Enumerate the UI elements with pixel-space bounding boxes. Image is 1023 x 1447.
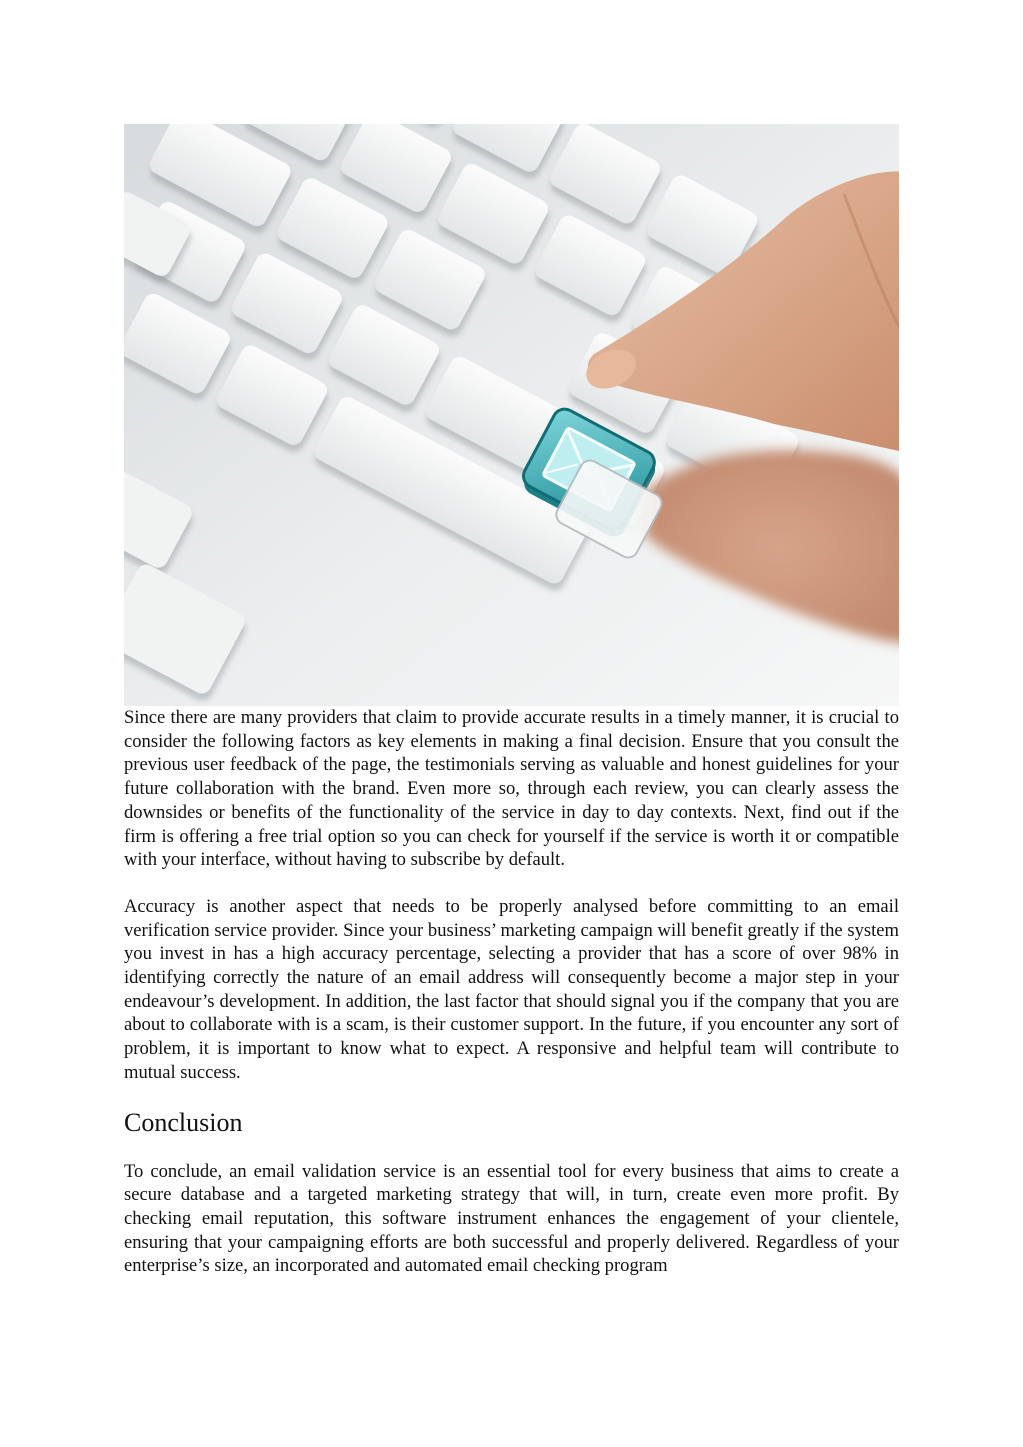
keyboard-photo [124,124,899,706]
paragraph-providers: Since there are many providers that claim to provide accurate results in a timely manner, it is crucial to consider the following factors as key elements in making a final decision. Ensure that you consult the previous user feedback of the page, the testimonials serving as valuable and honest guidelines for your future collaboration with the brand. Even more so, through each review, you can clearly assess the downsides or benefits of the functionality of the service in day to day contexts. Next, find out if the firm is offering a free trial option so you can check for yourself if the service is worth it or compatible with your interface, without having to subscribe by default. [124,707,899,871]
article-body [124,706,899,1278]
paragraph-accuracy: Accuracy is another aspect that needs to be properly analysed before committing to an email verification service provider. Since your business’ marketing campaign will benefit greatly if the system you invest in has a high accuracy percentage, selecting a provider that has a score of over 98% in identifying correctly the nature of an email address will consequently become a major step in your endeavour’s development. In addition, the last factor that should signal you if the company that you are about to collaborate with is a scam, is their customer support. In the future, if you encounter any sort of problem, it is important to know what to expect. A responsive and helpful team will contribute to mutual success. [124,895,899,1083]
section-heading-conclusion: Conclusion [124,1107,243,1137]
paragraph-conclusion: To conclude, an email validation service is an essential tool for every business that aims to create a secure database and a targeted marketing strategy that will, in turn, create even more profit. By checking email reputation, this software instrument enhances the engagement of your clientele, ensuring that your campaigning efforts are both successful and properly delivered. Regardless of your enterprise’s size, an incorporated and automated email checking program [124,1160,899,1277]
